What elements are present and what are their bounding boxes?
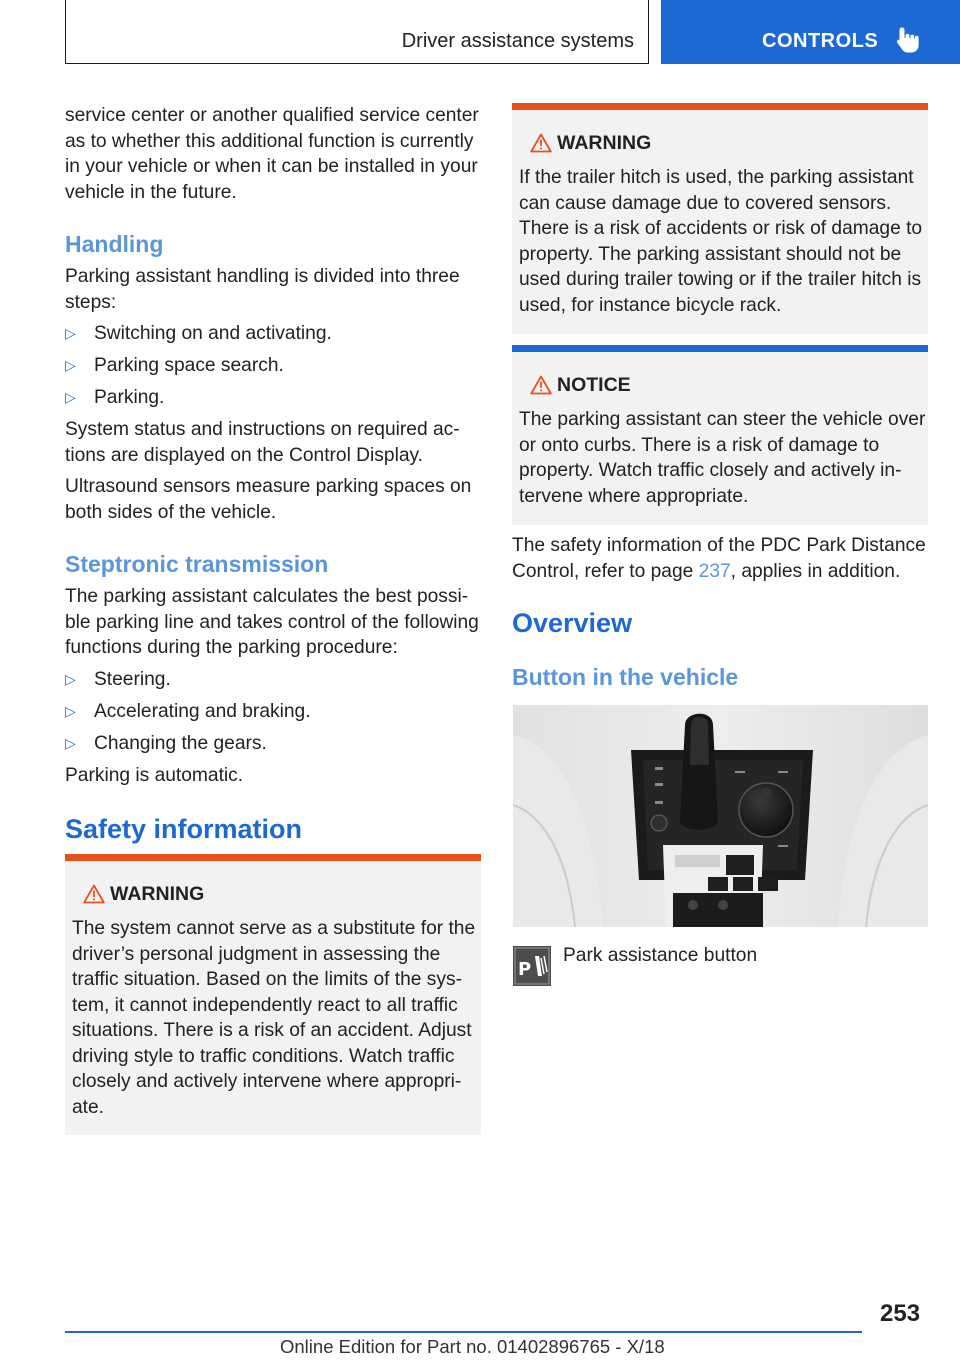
heading-safety-information: Safety information (65, 814, 303, 844)
hand-pointer-icon (895, 26, 921, 54)
page-number: 253 (880, 1300, 921, 1327)
handling-text: Parking assistant handling is divided into three steps: (65, 266, 460, 313)
intro-paragraph: service center or another qualified service center as to whether this additional function is currently in your vehicle or when it can be installed in your vehicle in the future. (65, 105, 479, 203)
warning-label: WARNING (557, 132, 652, 154)
footer-divider (65, 1331, 862, 1333)
notice-text: The parking assistant can steer the vehicle over or onto curbs. There is a risk of damage to property. Watch traffic closely and actively in‐ tervene where appropriate. (519, 409, 926, 507)
header-chapter-label: CONTROLS (762, 30, 879, 52)
header-chapter-tab[interactable] (661, 0, 960, 64)
warning-label: WARNING (110, 883, 205, 905)
button-caption: Park assistance button (563, 945, 758, 966)
header-section-box (65, 0, 649, 64)
notice-label: NOTICE (557, 374, 631, 396)
footer-edition: Online Edition for Part no. 01402896765 - X/18 (280, 1336, 665, 1357)
heading-steptronic: Steptronic transmission (65, 551, 329, 577)
warning-text: If the trailer hitch is used, the parking assistant can cause damage due to covered sensors. There is a risk of accidents or risk of damage to property. The parking assistant should not be used during trailer towing or if the trailer hitch is used, for instance bicycle rack. (519, 167, 923, 316)
warning-text: The system cannot serve as a substitute for the driver’s personal judgment in assessing the traffic situation. Based on the limits of the sys‐ tem, it cannot independently react to all traffic situations. There is a risk of an accident. Adjust driving style to traffic conditions. Watch traffic closely and actively intervene where appropri‐ ate. (72, 918, 476, 1118)
triangle-bullet-icon: ▷ (65, 389, 76, 405)
triangle-bullet-icon: ▷ (65, 357, 76, 373)
header-section-title: Driver assistance systems (401, 30, 634, 52)
heading-handling: Handling (65, 231, 164, 257)
steptronic-after: Parking is automatic. (65, 765, 244, 786)
warning-triangle-icon (530, 133, 552, 153)
triangle-bullet-icon: ▷ (65, 671, 76, 687)
triangle-bullet-icon: ▷ (65, 325, 76, 341)
page-link[interactable]: 237 (698, 560, 731, 582)
notice-box (512, 345, 928, 525)
steptronic-text: The parking assistant calculates the best possi‐ ble parking line and takes control of the following functions during the parking procedure: (65, 586, 479, 658)
center-console-photo (513, 705, 928, 927)
warning-box (65, 854, 481, 1135)
handling-paragraph-1: System status and instructions on required ac‐ tions are displayed on the Control Display. (65, 419, 460, 466)
heading-overview: Overview (512, 608, 633, 638)
warning-triangle-icon (83, 884, 105, 904)
triangle-bullet-icon: ▷ (65, 735, 76, 751)
handling-paragraph-2: Ultrasound sensors measure parking spaces on both sides of the vehicle. (65, 476, 472, 523)
notice-triangle-icon (530, 375, 552, 395)
triangle-bullet-icon: ▷ (65, 703, 76, 719)
heading-button-in-vehicle: Button in the vehicle (512, 664, 739, 690)
warning-box (512, 103, 928, 334)
svg-text:P: P (518, 959, 532, 980)
park-assist-icon (513, 946, 551, 986)
pdc-paragraph: The safety information of the PDC Park Distance Control, refer to page 237, applies in addition. (512, 535, 926, 582)
